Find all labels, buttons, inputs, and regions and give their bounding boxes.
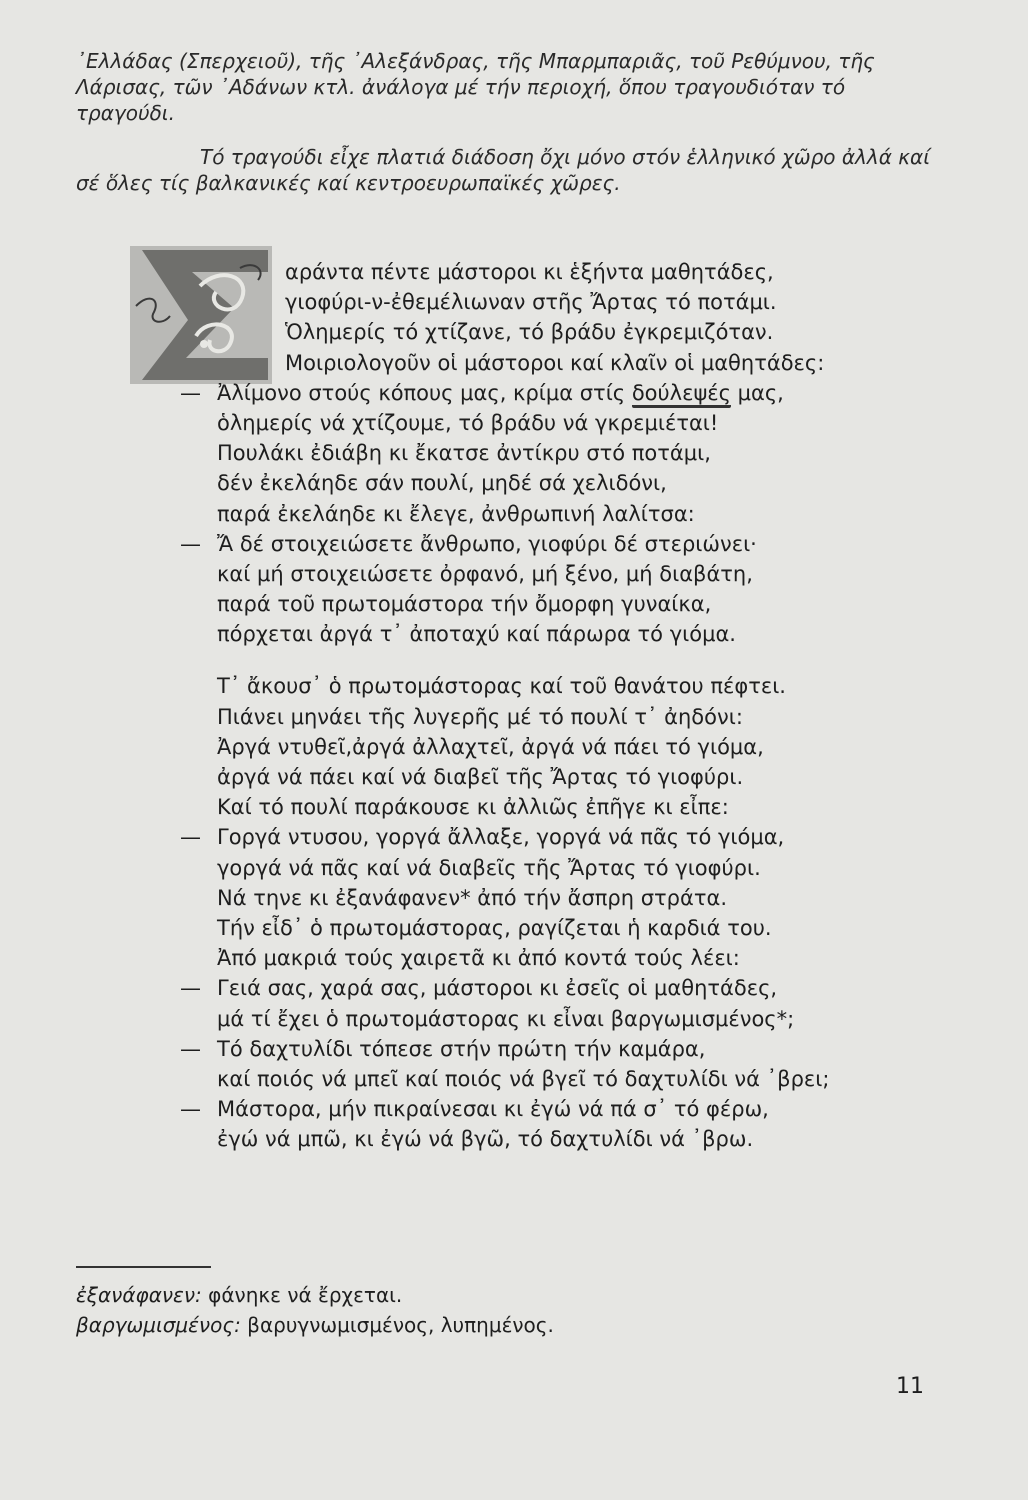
poem-line: Καί τό πουλί παράκουσε κι ἀλλιῶς ἐπῆγε κι εἶπε: — [217, 795, 729, 820]
poem-line: γιοφύρι-ν-ἐθεμέλιωναν στῆς Ἄρτας τό ποτάμι. — [285, 290, 777, 315]
underlined-word: δούλεψές — [632, 381, 731, 408]
dialogue-dash: — — [180, 380, 201, 405]
poem-line: Ὁλημερίς τό χτίζανε, τό βράδυ ἐγκρεμιζόταν. — [285, 320, 774, 345]
poem-line: ὁλημερίς νά χτίζουμε, τό βράδυ νά γκρεμιέται! — [217, 410, 719, 435]
poem-line: πόρχεται ἀργά τ᾿ ἀποταχύ καί πάρωρα τό γιόμα. — [217, 622, 736, 647]
poem-line-dialogue: — Γοργά ντυσου, γοργά ἄλλαξε, γοργά νά πᾶς τό γιόμα, — [180, 822, 960, 852]
poem-text: Ἀλίμονο στούς κόπους μας, κρίμα στίς — [217, 380, 632, 405]
page-number: 11 — [896, 1374, 924, 1399]
poem-line-dialogue: — Μάστορα, μήν πικραίνεσαι κι ἐγώ νά πά σ᾿ τό φέρω, — [180, 1094, 960, 1124]
footnote-definition: φάνηκε νά ἔρχεται. — [201, 1283, 403, 1307]
footnote — [76, 1310, 554, 1340]
dialogue-dash: — — [180, 1036, 201, 1061]
poem-line: παρά ἐκελάηδε κι ἔλεγε, ἀνθρωπινή λαλίτσα: — [217, 501, 695, 526]
poem-line: αράντα πέντε μάστοροι κι ἑξήντα μαθητάδες, — [285, 260, 774, 284]
poem-line: Νά τηνε κι ἐξανάφανεν* ἀπό τήν ἄσπρη στράτα. — [217, 885, 728, 910]
poem-line-dialogue: — Ἄ δέ στοιχειώσετε ἄνθρωπο, γιοφύρι δέ στεριώνει· — [180, 529, 960, 559]
poem-line-dialogue: — Τό δαχτυλίδι τόπεσε στήν πρώτη τήν καμάρα, — [180, 1034, 960, 1064]
footnotes — [76, 1280, 554, 1340]
footnote-term: βαργωμισμένος: — [76, 1313, 241, 1337]
poem-line: Τήν εἶδ᾿ ὁ πρωτομάστορας, ραγίζεται ἡ καρδιά του. — [217, 915, 772, 940]
footnote — [76, 1280, 554, 1310]
poem-line: Πουλάκι ἐδιάβη κι ἔκατσε ἀντίκρυ στό ποτάμι, — [217, 441, 711, 466]
dialogue-dash: — — [180, 531, 201, 556]
intro-text — [76, 48, 948, 196]
footnote-definition: βαρυγνωμισμένος, λυπημένος. — [240, 1313, 554, 1337]
poem-line: γοργά νά πᾶς καί νά διαβεῖς τῆς Ἄρτας τό γιοφύρι. — [217, 855, 761, 880]
poem-line: δέν ἐκελάηδε σάν πουλί, μηδέ σά χελιδόνι, — [217, 471, 667, 496]
footnote-divider — [76, 1266, 211, 1268]
dialogue-dash: — — [180, 1097, 201, 1122]
poem — [180, 257, 960, 1154]
poem-line: Μοιριολογοῦν οἱ μάστοροι καί κλαῖν οἱ μαθητάδες: — [285, 350, 825, 375]
poem-line: μά τί ἔχει ὁ πρωτομάστορας κι εἶναι βαργωμισμένος*; — [217, 1006, 795, 1031]
poem-line: καί μή στοιχειώσετε ὀρφανό, μή ξένο, μή διαβάτη, — [217, 561, 753, 586]
dialogue-dash: — — [180, 825, 201, 850]
poem-text: μας, — [730, 380, 784, 405]
stanza-gap — [180, 649, 960, 671]
poem-line: ἐγώ νά μπῶ, κι ἐγώ νά βγῶ, τό δαχτυλίδι νά ᾿βρω. — [217, 1127, 754, 1152]
poem-line-dialogue — [180, 378, 960, 408]
poem-line: Πιάνει μηνάει τῆς λυγερῆς μέ τό πουλί τ᾿ ἀηδόνι: — [217, 704, 743, 729]
poem-line: Τ᾿ ἄκουσ᾿ ὁ πρωτομάστορας καί τοῦ θανάτου πέφτει. — [217, 674, 786, 699]
dialogue-dash: — — [180, 976, 201, 1001]
poem-line: παρά τοῦ πρωτομάστορα τήν ὄμορφη γυναίκα, — [217, 592, 712, 617]
intro-paragraph-1: ᾿Ελλάδας (Σπερχειοῦ), τῆς ᾿Αλεξάνδρας, τῆς Μπαρμπαριᾶς, τοῦ Ρεθύμνου, τῆς Λάρισας, τῶν ᾿Αδάνων κτλ. ἀνάλογα μέ τήν περιοχή, ὅπου τραγουδιόταν τό τραγούδι. — [76, 49, 875, 125]
footnote-term: ἐξανάφανεν: — [76, 1283, 202, 1307]
poem-line: Ἀργά ντυθεῖ,ἀργά ἀλλαχτεῖ, ἀργά νά πάει τό γιόμα, — [217, 734, 764, 759]
poem-line: ἀργά νά πάει καί νά διαβεῖ τῆς Ἄρτας τό γιοφύρι. — [217, 765, 744, 789]
poem-line: καί ποιός νά μπεῖ καί ποιός νά βγεῖ τό δαχτυλίδι νά ᾿βρει; — [217, 1066, 830, 1091]
intro-paragraph-2: Τό τραγούδι εἶχε πλατιά διάδοση ὄχι μόνο στόν ἑλληνικό χῶρο ἀλλά καί σέ ὅλες τίς βαλκανικές καί κεντροευρωπαϊκές χῶρες. — [76, 145, 930, 195]
poem-line: Ἀπό μακριά τούς χαιρετᾶ κι ἀπό κοντά τούς λέει: — [217, 946, 740, 971]
poem-line-dialogue: — Γειά σας, χαρά σας, μάστοροι κι ἐσεῖς οἱ μαθητάδες, — [180, 973, 960, 1003]
